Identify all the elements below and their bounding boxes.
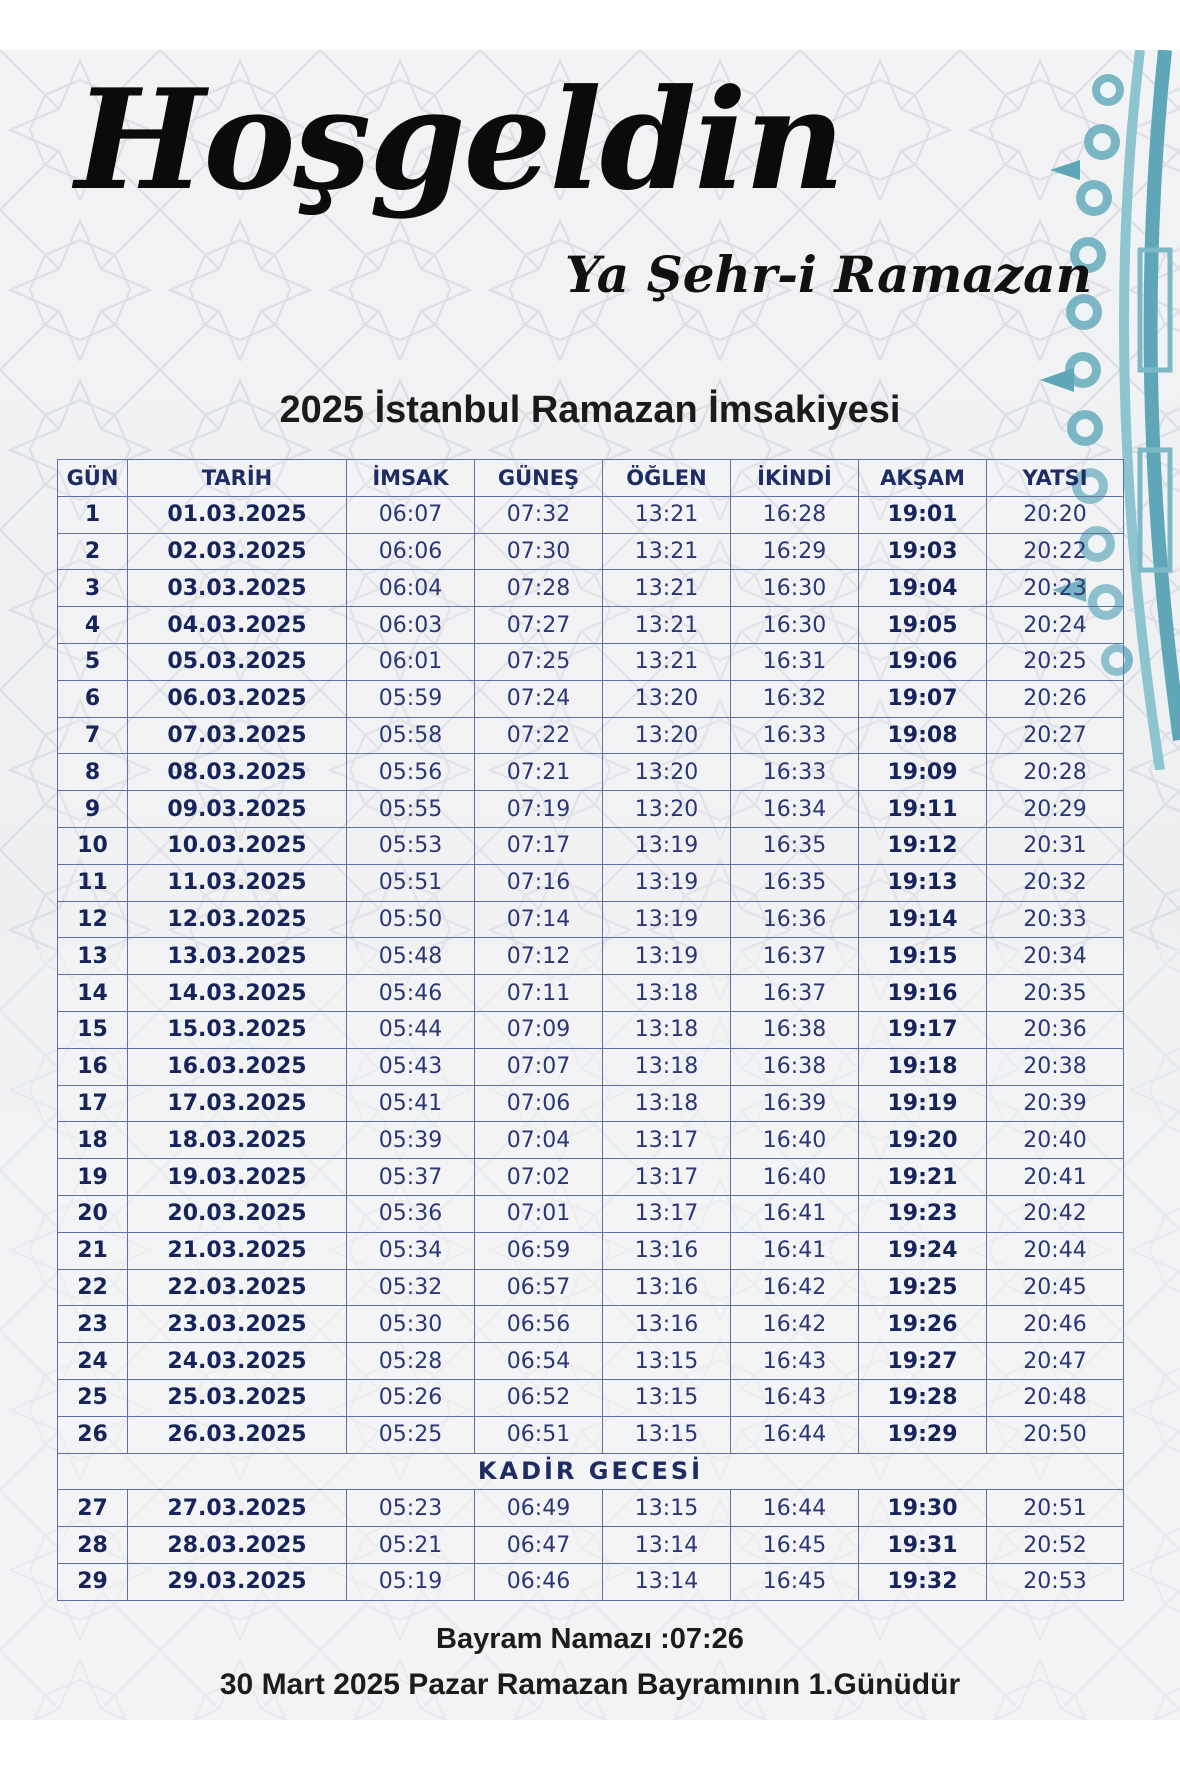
date-cell: 24.03.2025: [128, 1343, 347, 1380]
table-row: [58, 791, 1124, 828]
gunes-cell: 07:09: [475, 1011, 603, 1048]
ikindi-cell: 16:38: [731, 1048, 859, 1085]
day-cell: 23: [58, 1306, 128, 1343]
yatsi-cell: 20:52: [987, 1527, 1124, 1564]
imsakiye-table: [57, 459, 1124, 1601]
imsak-cell: 05:39: [347, 1122, 475, 1159]
oglen-cell: 13:16: [603, 1232, 731, 1269]
date-cell: 16.03.2025: [128, 1048, 347, 1085]
table-row: [58, 717, 1124, 754]
date-cell: 05.03.2025: [128, 643, 347, 680]
yatsi-cell: 20:31: [987, 827, 1124, 864]
gunes-cell: 07:14: [475, 901, 603, 938]
aksam-cell: 19:06: [859, 643, 987, 680]
ikindi-cell: 16:44: [731, 1490, 859, 1527]
oglen-cell: 13:15: [603, 1416, 731, 1453]
day-cell: 13: [58, 938, 128, 975]
ikindi-cell: 16:44: [731, 1416, 859, 1453]
table-row: [58, 1527, 1124, 1564]
ikindi-cell: 16:30: [731, 607, 859, 644]
date-cell: 13.03.2025: [128, 938, 347, 975]
yatsi-cell: 20:25: [987, 643, 1124, 680]
table-row: [58, 1490, 1124, 1527]
ikindi-cell: 16:32: [731, 680, 859, 717]
gunes-cell: 07:27: [475, 607, 603, 644]
gunes-cell: 07:06: [475, 1085, 603, 1122]
oglen-cell: 13:21: [603, 496, 731, 533]
date-cell: 20.03.2025: [128, 1195, 347, 1232]
aksam-cell: 19:01: [859, 496, 987, 533]
aksam-cell: 19:32: [859, 1563, 987, 1600]
column-header: AKŞAM: [859, 460, 987, 497]
oglen-cell: 13:20: [603, 754, 731, 791]
gunes-cell: 07:17: [475, 827, 603, 864]
oglen-cell: 13:21: [603, 533, 731, 570]
imsak-cell: 05:44: [347, 1011, 475, 1048]
imsak-cell: 05:36: [347, 1195, 475, 1232]
ikindi-cell: 16:42: [731, 1306, 859, 1343]
table-row: [58, 975, 1124, 1012]
aksam-cell: 19:13: [859, 864, 987, 901]
table-row: [58, 1416, 1124, 1453]
aksam-cell: 19:04: [859, 570, 987, 607]
imsak-cell: 05:19: [347, 1563, 475, 1600]
day-cell: 5: [58, 643, 128, 680]
date-cell: 04.03.2025: [128, 607, 347, 644]
oglen-cell: 13:19: [603, 864, 731, 901]
aksam-cell: 19:15: [859, 938, 987, 975]
ikindi-cell: 16:29: [731, 533, 859, 570]
aksam-cell: 19:14: [859, 901, 987, 938]
day-cell: 4: [58, 607, 128, 644]
aksam-cell: 19:17: [859, 1011, 987, 1048]
table-row: [58, 533, 1124, 570]
ikindi-cell: 16:39: [731, 1085, 859, 1122]
day-cell: 26: [58, 1416, 128, 1453]
gunes-cell: 07:02: [475, 1159, 603, 1196]
aksam-cell: 19:19: [859, 1085, 987, 1122]
gunes-cell: 06:49: [475, 1490, 603, 1527]
oglen-cell: 13:17: [603, 1195, 731, 1232]
day-cell: 11: [58, 864, 128, 901]
yatsi-cell: 20:51: [987, 1490, 1124, 1527]
imsak-cell: 05:56: [347, 754, 475, 791]
gunes-cell: 07:11: [475, 975, 603, 1012]
table-row: [58, 1195, 1124, 1232]
ikindi-cell: 16:38: [731, 1011, 859, 1048]
yatsi-cell: 20:47: [987, 1343, 1124, 1380]
day-cell: 10: [58, 827, 128, 864]
day-cell: 29: [58, 1563, 128, 1600]
table-row: [58, 1306, 1124, 1343]
table-row: [58, 1343, 1124, 1380]
imsak-cell: 05:37: [347, 1159, 475, 1196]
table-row: [58, 1048, 1124, 1085]
yatsi-cell: 20:24: [987, 607, 1124, 644]
column-header: İKİNDİ: [731, 460, 859, 497]
date-cell: 01.03.2025: [128, 496, 347, 533]
yatsi-cell: 20:41: [987, 1159, 1124, 1196]
table-row: [58, 1232, 1124, 1269]
yatsi-cell: 20:35: [987, 975, 1124, 1012]
day-cell: 12: [58, 901, 128, 938]
date-cell: 11.03.2025: [128, 864, 347, 901]
gunes-cell: 06:46: [475, 1563, 603, 1600]
date-cell: 21.03.2025: [128, 1232, 347, 1269]
oglen-cell: 13:14: [603, 1563, 731, 1600]
imsak-cell: 05:21: [347, 1527, 475, 1564]
imsak-cell: 05:48: [347, 938, 475, 975]
yatsi-cell: 20:48: [987, 1379, 1124, 1416]
yatsi-cell: 20:50: [987, 1416, 1124, 1453]
gunes-cell: 07:24: [475, 680, 603, 717]
oglen-cell: 13:21: [603, 607, 731, 644]
ikindi-cell: 16:40: [731, 1159, 859, 1196]
yatsi-cell: 20:20: [987, 496, 1124, 533]
table-row: [58, 1085, 1124, 1122]
imsak-cell: 05:25: [347, 1416, 475, 1453]
oglen-cell: 13:15: [603, 1343, 731, 1380]
day-cell: 24: [58, 1343, 128, 1380]
oglen-cell: 13:17: [603, 1159, 731, 1196]
oglen-cell: 13:21: [603, 643, 731, 680]
imsak-cell: 05:43: [347, 1048, 475, 1085]
date-cell: 03.03.2025: [128, 570, 347, 607]
date-cell: 10.03.2025: [128, 827, 347, 864]
day-cell: 3: [58, 570, 128, 607]
date-cell: 02.03.2025: [128, 533, 347, 570]
kadir-gecesi-label: KADİR GECESİ: [58, 1453, 1124, 1490]
yatsi-cell: 20:28: [987, 754, 1124, 791]
ikindi-cell: 16:37: [731, 938, 859, 975]
imsak-cell: 06:01: [347, 643, 475, 680]
yatsi-cell: 20:33: [987, 901, 1124, 938]
bayram-namazi-time: Bayram Namazı :07:26: [436, 1623, 744, 1655]
day-cell: 8: [58, 754, 128, 791]
date-cell: 28.03.2025: [128, 1527, 347, 1564]
table-row: [58, 1122, 1124, 1159]
oglen-cell: 13:20: [603, 680, 731, 717]
date-cell: 12.03.2025: [128, 901, 347, 938]
oglen-cell: 13:16: [603, 1306, 731, 1343]
date-cell: 22.03.2025: [128, 1269, 347, 1306]
oglen-cell: 13:17: [603, 1122, 731, 1159]
imsak-cell: 05:28: [347, 1343, 475, 1380]
welcome-subtitle: Ya Şehr-i Ramazan: [565, 245, 1092, 304]
yatsi-cell: 20:34: [987, 938, 1124, 975]
aksam-cell: 19:20: [859, 1122, 987, 1159]
table-row: [58, 607, 1124, 644]
table-row: [58, 570, 1124, 607]
yatsi-cell: 20:29: [987, 791, 1124, 828]
yatsi-cell: 20:45: [987, 1269, 1124, 1306]
aksam-cell: 19:05: [859, 607, 987, 644]
aksam-cell: 19:28: [859, 1379, 987, 1416]
ikindi-cell: 16:45: [731, 1563, 859, 1600]
aksam-cell: 19:18: [859, 1048, 987, 1085]
imsak-cell: 05:50: [347, 901, 475, 938]
column-header: GÜNEŞ: [475, 460, 603, 497]
imsak-cell: 05:55: [347, 791, 475, 828]
day-cell: 7: [58, 717, 128, 754]
ikindi-cell: 16:41: [731, 1232, 859, 1269]
gunes-cell: 07:04: [475, 1122, 603, 1159]
day-cell: 16: [58, 1048, 128, 1085]
day-cell: 6: [58, 680, 128, 717]
aksam-cell: 19:25: [859, 1269, 987, 1306]
imsak-cell: 05:30: [347, 1306, 475, 1343]
imsak-cell: 05:26: [347, 1379, 475, 1416]
imsak-cell: 05:59: [347, 680, 475, 717]
gunes-cell: 06:59: [475, 1232, 603, 1269]
day-cell: 25: [58, 1379, 128, 1416]
yatsi-cell: 20:40: [987, 1122, 1124, 1159]
date-cell: 25.03.2025: [128, 1379, 347, 1416]
yatsi-cell: 20:42: [987, 1195, 1124, 1232]
aksam-cell: 19:09: [859, 754, 987, 791]
table-row: [58, 827, 1124, 864]
date-cell: 27.03.2025: [128, 1490, 347, 1527]
date-cell: 29.03.2025: [128, 1563, 347, 1600]
yatsi-cell: 20:38: [987, 1048, 1124, 1085]
table-row: [58, 1563, 1124, 1600]
oglen-cell: 13:18: [603, 1011, 731, 1048]
bayram-date-note: 30 Mart 2025 Pazar Ramazan Bayramının 1.Günüdür: [219, 1668, 961, 1701]
date-cell: 26.03.2025: [128, 1416, 347, 1453]
date-cell: 08.03.2025: [128, 754, 347, 791]
ikindi-cell: 16:43: [731, 1379, 859, 1416]
imsak-cell: 05:41: [347, 1085, 475, 1122]
day-cell: 18: [58, 1122, 128, 1159]
column-header: GÜN: [58, 460, 128, 497]
ikindi-cell: 16:35: [731, 864, 859, 901]
gunes-cell: 07:16: [475, 864, 603, 901]
column-header: TARİH: [128, 460, 347, 497]
gunes-cell: 06:57: [475, 1269, 603, 1306]
ikindi-cell: 16:30: [731, 570, 859, 607]
ikindi-cell: 16:34: [731, 791, 859, 828]
ikindi-cell: 16:33: [731, 754, 859, 791]
oglen-cell: 13:19: [603, 827, 731, 864]
poster: [0, 50, 1180, 1720]
yatsi-cell: 20:32: [987, 864, 1124, 901]
oglen-cell: 13:15: [603, 1379, 731, 1416]
imsak-cell: 05:34: [347, 1232, 475, 1269]
day-cell: 17: [58, 1085, 128, 1122]
yatsi-cell: 20:44: [987, 1232, 1124, 1269]
day-cell: 28: [58, 1527, 128, 1564]
day-cell: 14: [58, 975, 128, 1012]
ikindi-cell: 16:42: [731, 1269, 859, 1306]
gunes-cell: 07:21: [475, 754, 603, 791]
column-header: YATSI: [987, 460, 1124, 497]
table-row: [58, 1159, 1124, 1196]
gunes-cell: 07:19: [475, 791, 603, 828]
column-header: İMSAK: [347, 460, 475, 497]
imsak-cell: 05:53: [347, 827, 475, 864]
aksam-cell: 19:08: [859, 717, 987, 754]
aksam-cell: 19:27: [859, 1343, 987, 1380]
date-cell: 14.03.2025: [128, 975, 347, 1012]
gunes-cell: 07:25: [475, 643, 603, 680]
day-cell: 19: [58, 1159, 128, 1196]
gunes-cell: 07:12: [475, 938, 603, 975]
aksam-cell: 19:23: [859, 1195, 987, 1232]
aksam-cell: 19:24: [859, 1232, 987, 1269]
date-cell: 09.03.2025: [128, 791, 347, 828]
ikindi-cell: 16:40: [731, 1122, 859, 1159]
oglen-cell: 13:20: [603, 717, 731, 754]
imsak-cell: 06:07: [347, 496, 475, 533]
aksam-cell: 19:11: [859, 791, 987, 828]
gunes-cell: 07:01: [475, 1195, 603, 1232]
aksam-cell: 19:07: [859, 680, 987, 717]
kadir-gecesi-row: [58, 1453, 1124, 1490]
gunes-cell: 07:22: [475, 717, 603, 754]
date-cell: 07.03.2025: [128, 717, 347, 754]
oglen-cell: 13:21: [603, 570, 731, 607]
ikindi-cell: 16:33: [731, 717, 859, 754]
gunes-cell: 06:54: [475, 1343, 603, 1380]
oglen-cell: 13:20: [603, 791, 731, 828]
gunes-cell: 06:52: [475, 1379, 603, 1416]
ikindi-cell: 16:28: [731, 496, 859, 533]
ikindi-cell: 16:36: [731, 901, 859, 938]
oglen-cell: 13:18: [603, 1048, 731, 1085]
ikindi-cell: 16:31: [731, 643, 859, 680]
gunes-cell: 07:30: [475, 533, 603, 570]
date-cell: 15.03.2025: [128, 1011, 347, 1048]
imsakiye-heading: 2025 İstanbul Ramazan İmsakiyesi: [279, 389, 901, 431]
gunes-cell: 06:56: [475, 1306, 603, 1343]
day-cell: 22: [58, 1269, 128, 1306]
aksam-cell: 19:16: [859, 975, 987, 1012]
oglen-cell: 13:19: [603, 938, 731, 975]
table-row: [58, 643, 1124, 680]
table-row: [58, 1011, 1124, 1048]
yatsi-cell: 20:23: [987, 570, 1124, 607]
ikindi-cell: 16:45: [731, 1527, 859, 1564]
table-row: [58, 864, 1124, 901]
aksam-cell: 19:26: [859, 1306, 987, 1343]
date-cell: 18.03.2025: [128, 1122, 347, 1159]
imsak-cell: 06:03: [347, 607, 475, 644]
imsak-cell: 05:46: [347, 975, 475, 1012]
welcome-title: Hoşgeldin: [75, 58, 844, 221]
imsak-cell: 06:06: [347, 533, 475, 570]
yatsi-cell: 20:22: [987, 533, 1124, 570]
table-row: [58, 1269, 1124, 1306]
aksam-cell: 19:29: [859, 1416, 987, 1453]
yatsi-cell: 20:53: [987, 1563, 1124, 1600]
table-row: [58, 938, 1124, 975]
oglen-cell: 13:14: [603, 1527, 731, 1564]
day-cell: 2: [58, 533, 128, 570]
day-cell: 21: [58, 1232, 128, 1269]
imsak-cell: 06:04: [347, 570, 475, 607]
aksam-cell: 19:31: [859, 1527, 987, 1564]
yatsi-cell: 20:27: [987, 717, 1124, 754]
day-cell: 27: [58, 1490, 128, 1527]
gunes-cell: 07:32: [475, 496, 603, 533]
oglen-cell: 13:18: [603, 1085, 731, 1122]
ikindi-cell: 16:41: [731, 1195, 859, 1232]
date-cell: 06.03.2025: [128, 680, 347, 717]
table-row: [58, 496, 1124, 533]
table-header-row: [58, 460, 1124, 497]
imsak-cell: 05:58: [347, 717, 475, 754]
oglen-cell: 13:15: [603, 1490, 731, 1527]
yatsi-cell: 20:26: [987, 680, 1124, 717]
date-cell: 23.03.2025: [128, 1306, 347, 1343]
ikindi-cell: 16:37: [731, 975, 859, 1012]
table-row: [58, 754, 1124, 791]
aksam-cell: 19:12: [859, 827, 987, 864]
aksam-cell: 19:03: [859, 533, 987, 570]
ikindi-cell: 16:43: [731, 1343, 859, 1380]
ikindi-cell: 16:35: [731, 827, 859, 864]
table-row: [58, 1379, 1124, 1416]
imsak-cell: 05:23: [347, 1490, 475, 1527]
yatsi-cell: 20:39: [987, 1085, 1124, 1122]
yatsi-cell: 20:46: [987, 1306, 1124, 1343]
day-cell: 15: [58, 1011, 128, 1048]
table-row: [58, 680, 1124, 717]
day-cell: 1: [58, 496, 128, 533]
yatsi-cell: 20:36: [987, 1011, 1124, 1048]
gunes-cell: 06:51: [475, 1416, 603, 1453]
gunes-cell: 06:47: [475, 1527, 603, 1564]
aksam-cell: 19:21: [859, 1159, 987, 1196]
imsak-cell: 05:32: [347, 1269, 475, 1306]
gunes-cell: 07:28: [475, 570, 603, 607]
gunes-cell: 07:07: [475, 1048, 603, 1085]
column-header: ÖĞLEN: [603, 460, 731, 497]
date-cell: 19.03.2025: [128, 1159, 347, 1196]
oglen-cell: 13:18: [603, 975, 731, 1012]
oglen-cell: 13:16: [603, 1269, 731, 1306]
oglen-cell: 13:19: [603, 901, 731, 938]
day-cell: 9: [58, 791, 128, 828]
imsak-cell: 05:51: [347, 864, 475, 901]
day-cell: 20: [58, 1195, 128, 1232]
table-row: [58, 901, 1124, 938]
aksam-cell: 19:30: [859, 1490, 987, 1527]
date-cell: 17.03.2025: [128, 1085, 347, 1122]
